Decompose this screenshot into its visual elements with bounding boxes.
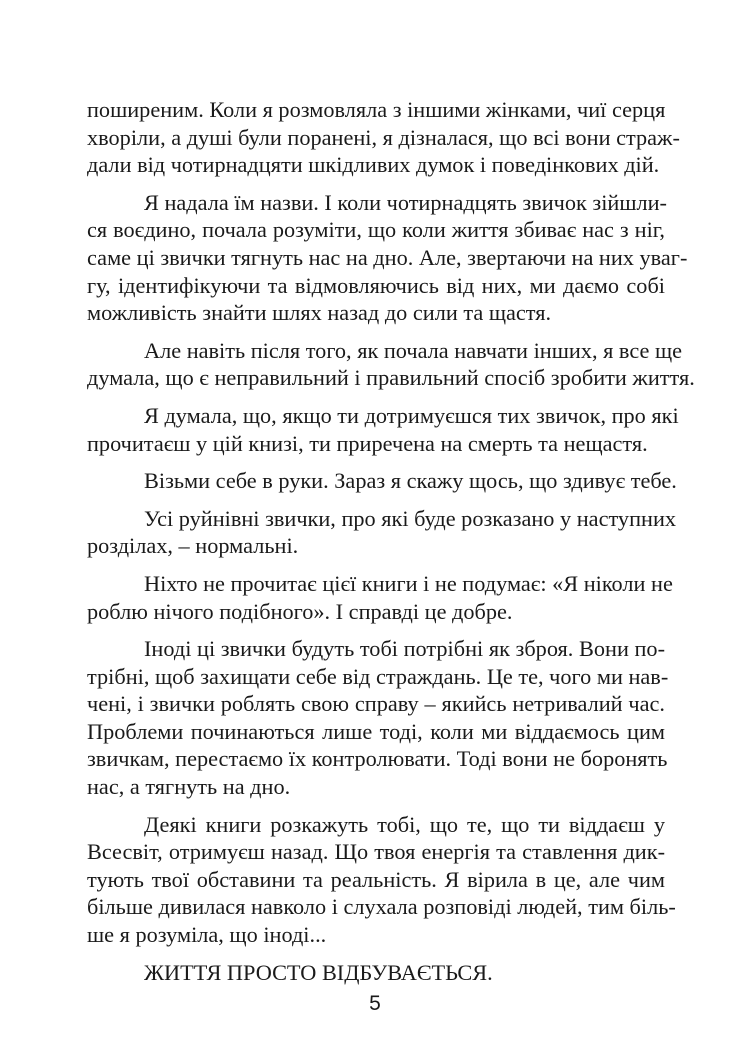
text-line: тують твої обставини та реальність. Я вірила в це, але чим xyxy=(87,866,665,892)
text-line: дали від чотирнадцяти шкідливих думок і поведінкових дій. xyxy=(87,152,660,178)
text-line: Візьми себе в руки. Зараз я скажу щось, що здивує тебе. xyxy=(144,468,677,494)
body-text xyxy=(87,96,695,996)
paragraph xyxy=(87,959,665,987)
text-line: ше я розуміла, що іноді... xyxy=(87,922,327,948)
text-line: саме ці звички тягнуть нас на дно. Але, звертаючи на них уваг- xyxy=(87,244,688,270)
text-line: більше дивилася навколо і слухала розповіді людей, тим біль- xyxy=(87,894,676,920)
page-number: 5 xyxy=(369,992,381,1015)
paragraph xyxy=(87,96,680,179)
text-line: гу, ідентифікуючи та відмовляючись від них, ми даємо собі xyxy=(87,272,665,298)
text-line: думала, що є неправильний і правильний спосіб зробити життя. xyxy=(87,365,695,391)
text-line: трібні, щоб захищати себе від страждань. Це те, чого ми нав- xyxy=(87,663,669,689)
text-line: Проблеми починаються лише тоді, коли ми віддаємось цим xyxy=(87,718,665,744)
paragraph xyxy=(87,337,695,392)
closing-line: ЖИТТЯ ПРОСТО ВІДБУВАЄТЬСЯ. xyxy=(144,959,493,985)
text-line: можливість знайти шлях назад до сили та щастя. xyxy=(87,300,552,326)
text-line: поширеним. Коли я розмовляла з іншими жінками, чиї серця xyxy=(87,97,666,122)
text-line: Іноді ці звички будуть тобі потрібні як зброя. Вони по- xyxy=(144,636,665,662)
paragraph xyxy=(87,402,679,457)
text-line: роблю нічого подібного». І справді це добре. xyxy=(87,598,513,624)
text-line: Всесвіт, отримуєш назад. Що твоя енергія та ставлення дик- xyxy=(87,839,665,865)
paragraph xyxy=(87,505,677,560)
text-line: прочитаєш у цій книзі, ти приречена на смерть та нещастя. xyxy=(87,430,648,456)
text-line: Ніхто не прочитає цієї книги і не подумає: «Я ніколи не xyxy=(144,570,673,596)
text-line: Деякі книги розкажуть тобі, що те, що ти віддаєш у xyxy=(144,811,665,837)
text-line: чені, і звички роблять свою справу – якийсь нетривалий час. xyxy=(87,691,665,717)
text-line: Я надала їм назви. І коли чотирнадцять звичок зійшли- xyxy=(144,189,667,215)
text-line: звичкам, перестаємо їх контролювати. Тоді вони не боронять xyxy=(87,746,668,772)
text-line: хворіли, а душі були поранені, я дізналася, що всі вони страж- xyxy=(87,124,680,150)
paragraph xyxy=(87,635,669,801)
text-line: Я думала, що, якщо ти дотримуєшся тих звичок, про які xyxy=(144,402,679,428)
paragraph xyxy=(87,467,677,495)
text-line: ся воєдино, почала розуміти, що коли життя збиває нас з ніг, xyxy=(87,217,665,243)
text-line: Усі руйнівні звички, про які буде розказано у наступних xyxy=(144,505,677,531)
paragraph xyxy=(87,811,676,949)
paragraph xyxy=(87,570,673,625)
text-line: розділах, – нормальні. xyxy=(87,533,299,559)
text-line: Але навіть після того, як почала навчати інших, я все ще xyxy=(144,337,683,363)
text-line: нас, а тягнуть на дно. xyxy=(87,774,291,800)
paragraph xyxy=(87,189,688,327)
